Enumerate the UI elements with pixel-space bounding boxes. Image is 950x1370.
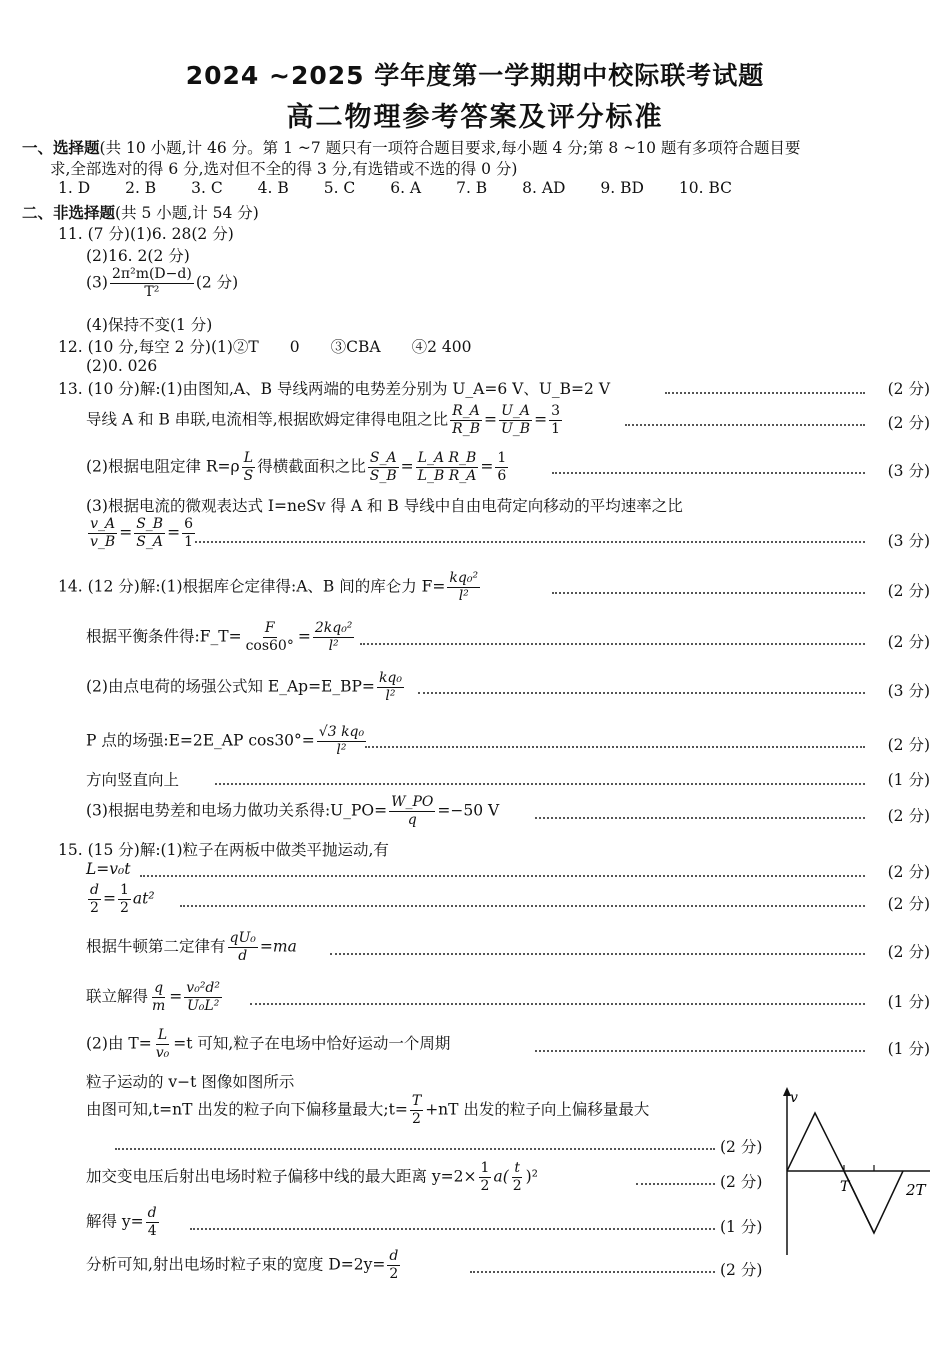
answer-6: 6. A bbox=[390, 179, 422, 197]
q15-line5: 联立解得 $\frac{q}{m}$ = $\frac{\text{v₀²d²}}{\text{U₀L²}}$ bbox=[86, 980, 221, 1014]
q14-l2-pre: 根据平衡条件得:F_T= bbox=[86, 627, 242, 646]
q13-l5f3n: 6 bbox=[184, 516, 194, 532]
q15-frac-q-m bbox=[150, 980, 167, 1015]
q15-l11-pre: 解得 y= bbox=[86, 1212, 144, 1231]
q15-l8n: T bbox=[411, 1093, 422, 1109]
q15-frac-d4 bbox=[146, 1205, 159, 1240]
q15-l8-pre: 由图可知,t=nT 出发的粒子向下偏移量最大;t= bbox=[86, 1100, 408, 1119]
q15-l5f1d: m bbox=[152, 998, 166, 1014]
q14-line1 bbox=[58, 570, 482, 605]
q14-l2f2n: 2kq₀² bbox=[314, 620, 353, 636]
q14-l1d: l² bbox=[458, 588, 469, 604]
q13-frac-ua-ub bbox=[499, 403, 532, 438]
q13-l5f1d: v_B bbox=[90, 534, 116, 550]
q14-score6: (2 分) bbox=[887, 807, 930, 825]
q13-frac-sa-sb bbox=[368, 450, 399, 485]
q15-l11n: d bbox=[147, 1205, 157, 1221]
q15-l6n: L bbox=[157, 1027, 168, 1043]
q14-l6d: q bbox=[407, 812, 417, 828]
q13-frac-6-1 bbox=[182, 516, 195, 551]
q15-l10f1n: 1 bbox=[480, 1160, 490, 1176]
vt-curve-part2 bbox=[844, 1171, 903, 1233]
q15-frac-t-half bbox=[511, 1160, 524, 1195]
q13-score3: (3 分) bbox=[887, 462, 930, 480]
vt-graph bbox=[770, 1085, 940, 1260]
q15-l5f1n: q bbox=[154, 980, 164, 996]
q15-l3f2n: 1 bbox=[119, 882, 129, 898]
q13-l3f4n: 1 bbox=[497, 450, 507, 466]
q13-f1d: R_B bbox=[452, 421, 480, 437]
q13-f3d: 1 bbox=[551, 421, 561, 437]
q15-l5f2d: U₀L² bbox=[186, 998, 220, 1014]
q14-frac-sqrt3 bbox=[317, 724, 366, 759]
q15-l10-post: )² bbox=[525, 1167, 538, 1186]
q14-score3: (3 分) bbox=[887, 682, 930, 700]
section1-line1 bbox=[22, 136, 800, 158]
q15-score3: (2 分) bbox=[887, 943, 930, 961]
q13-l5f2n: S_B bbox=[136, 516, 164, 532]
q15-l10-pre: 加交变电压后射出电场时粒子偏移中线的最大距离 y=2× bbox=[86, 1167, 477, 1186]
q15-score1: (2 分) bbox=[887, 863, 930, 881]
q15-score8: (1 分) bbox=[720, 1218, 763, 1236]
q14-line5: 方向竖直向上 bbox=[86, 771, 180, 789]
q15-l11d: 4 bbox=[147, 1223, 157, 1239]
q14-frac-f-cos bbox=[244, 620, 296, 655]
q13-l2-pre: 导线 A 和 B 串联,电流相等,根据欧姆定律得电阻之比 bbox=[86, 410, 449, 429]
q15-l4-post: =ma bbox=[259, 937, 297, 956]
q14-line6 bbox=[86, 794, 499, 829]
q14-line3 bbox=[86, 670, 406, 705]
q15-score5: (1 分) bbox=[887, 1040, 930, 1058]
q15-frac-d2b bbox=[387, 1248, 400, 1283]
q15-l3f2d: 2 bbox=[119, 900, 129, 916]
q13-line2: 导线 A 和 B 串联,电流相等,根据欧姆定律得电阻之比 $\frac{R\_A}{R\_B}$ = $\frac{U\_A}{U\_B}$ = $\frac{3}{1}$ bbox=[86, 403, 561, 437]
q13-line3: (2)根据电阻定律 R=ρ $\frac{L}{S}$ 得横截面积之比 $\frac{S\_A}{S\_B}$ = $\frac{\text{L\_A R\_B}}{\text{L\_B R\_A}}$ = $\frac{1}{6}$ bbox=[86, 450, 507, 484]
q13-score1: (2 分) bbox=[887, 380, 930, 398]
q15-l8d: 2 bbox=[412, 1111, 421, 1127]
q14-l2f2d: l² bbox=[328, 638, 339, 654]
q15-frac-12 bbox=[118, 882, 131, 917]
answer-4: 4. B bbox=[257, 179, 289, 197]
section1-desc-2: 求,全部选对的得 6 分,选对但不全的得 3 分,有选错或不选的得 0 分) bbox=[50, 160, 518, 178]
q14-l2f1d: cos60° bbox=[245, 638, 294, 654]
section2-heading: 二、非选择题 bbox=[22, 203, 116, 222]
q15-l10f2n: t bbox=[514, 1160, 521, 1176]
q13-l3f3d: L_B R_A bbox=[417, 468, 477, 484]
section2-desc: (共 5 小题,计 54 分) bbox=[115, 204, 259, 222]
q13-l3f3n: L_A R_B bbox=[417, 450, 477, 466]
q14-l1n: kq₀² bbox=[449, 570, 479, 586]
answer-9: 9. BD bbox=[600, 179, 644, 197]
q14-l4d: l² bbox=[336, 742, 347, 758]
page-title: 2024 ~2025 学年度第一学期期中校际联考试题 bbox=[185, 61, 765, 90]
q13-f1n: R_A bbox=[452, 403, 480, 419]
q14-l6n: W_PO bbox=[391, 794, 434, 810]
q11-l3-pre: (3) bbox=[86, 273, 108, 292]
q15-l6-pre: (2)由 T= bbox=[86, 1034, 152, 1053]
q13-l3f2d: S_B bbox=[369, 468, 397, 484]
q13-l3f2n: S_A bbox=[369, 450, 397, 466]
q14-l3d: l² bbox=[385, 688, 396, 704]
q13-frac-1-6 bbox=[495, 450, 508, 485]
q15-l12d: 2 bbox=[389, 1266, 399, 1282]
q13-l3f4d: 6 bbox=[497, 468, 507, 484]
answer-7: 7. B bbox=[456, 179, 488, 197]
q11-line2: (2)16. 2(2 分) bbox=[86, 247, 190, 265]
q13-frac-3-1 bbox=[549, 403, 562, 438]
q15-l6-post: =t 可知,粒子在电场中恰好运动一个周期 bbox=[173, 1034, 451, 1053]
choice-answers bbox=[58, 179, 762, 197]
q15-score7: (2 分) bbox=[720, 1173, 763, 1191]
q11-frac-num: 2π²m(D−d) bbox=[111, 266, 192, 282]
q13-f2d: U_B bbox=[501, 421, 531, 437]
q15-l3f1n: d bbox=[90, 882, 99, 898]
q15-line3 bbox=[86, 882, 155, 917]
q11-line1: 11. (7 分)(1)6. 28(2 分) bbox=[58, 225, 234, 243]
q11-line3 bbox=[86, 266, 238, 301]
q15-l10f2d: 2 bbox=[512, 1178, 522, 1194]
q14-line4 bbox=[86, 724, 368, 759]
q15-l12-pre: 分析可知,射出电场时粒子束的宽度 D=2y= bbox=[86, 1255, 386, 1274]
q14-l4n: √3 kq₀ bbox=[318, 724, 365, 740]
q15-frac-qu0-d bbox=[228, 930, 258, 965]
section1-desc-1: (共 10 小题,计 46 分。第 1 ~7 题只有一项符合题目要求,每小题 4 分;第 8 ~10 题有多项符合题目要 bbox=[99, 139, 801, 157]
q13-l3-mid: 得横截面积之比 bbox=[257, 457, 366, 476]
q13-line4: (3)根据电流的微观表达式 I=neSv 得 A 和 B 导线中自由电荷定向移动的平均速率之比 bbox=[86, 497, 683, 515]
q13-frac-l-s bbox=[242, 450, 256, 485]
q15-line8 bbox=[86, 1093, 649, 1128]
page-subtitle: 高二物理参考答案及评分标准 bbox=[286, 102, 664, 133]
q15-l5f2n: v₀²d² bbox=[186, 980, 221, 996]
q15-line2: L=v₀t bbox=[86, 860, 131, 878]
q13-l3-pre: (2)根据电阻定律 R=ρ bbox=[86, 457, 240, 476]
q15-l3-mid: = bbox=[102, 889, 116, 908]
section1-heading: 一、选择题 bbox=[22, 138, 100, 157]
q14-frac-kq-l2 bbox=[377, 670, 404, 705]
q15-frac-t2 bbox=[410, 1093, 423, 1128]
q13-frac-ra-rb bbox=[450, 403, 482, 438]
q14-l1-pre: 14. (12 分)解:(1)根据库仑定律得:A、B 间的库仑力 F= bbox=[58, 577, 446, 596]
q15-score6: (2 分) bbox=[720, 1138, 763, 1156]
q12-line2: (2)0. 026 bbox=[86, 357, 158, 375]
q14-l6-post: =−50 V bbox=[437, 801, 500, 820]
q14-frac-2kq bbox=[313, 620, 355, 655]
q12-line1: 12. (10 分,每空 2 分)(1)②T 0 ③CBA ④2 400 bbox=[58, 338, 472, 356]
q14-l4-pre: P 点的场强:E=2E_AP cos30°= bbox=[86, 731, 315, 750]
answer-1: 1. D bbox=[58, 179, 91, 197]
q13-line1: 13. (10 分)解:(1)由图知,A、B 导线两端的电势差分别为 U_A=6 V、U_B=2 V bbox=[58, 380, 611, 398]
q14-score4: (2 分) bbox=[887, 736, 930, 754]
q13-l5f1n: v_A bbox=[90, 516, 116, 532]
q15-frac-l-v0 bbox=[154, 1027, 172, 1062]
q15-line11 bbox=[86, 1205, 161, 1240]
q15-score4: (1 分) bbox=[887, 993, 930, 1011]
q11-frac-den: T² bbox=[144, 284, 160, 300]
q13-frac-va-vb bbox=[88, 516, 117, 551]
vt-curve-part1 bbox=[787, 1113, 874, 1233]
q14-score1: (2 分) bbox=[887, 582, 930, 600]
q15-line7: 粒子运动的 v−t 图像如图所示 bbox=[86, 1073, 295, 1091]
answer-10: 10. BC bbox=[678, 179, 733, 197]
q13-f2n: U_A bbox=[501, 403, 530, 419]
q15-line10 bbox=[86, 1160, 538, 1195]
q15-frac-half bbox=[479, 1160, 492, 1195]
q15-l4d: d bbox=[238, 948, 248, 964]
q15-l4n: qU₀ bbox=[229, 930, 256, 946]
t-label-2T: 2T bbox=[906, 1181, 926, 1199]
q15-l10f1d: 2 bbox=[480, 1178, 490, 1194]
q15-line12 bbox=[86, 1248, 402, 1283]
q15-l8-post: +nT 出发的粒子向上偏移量最大 bbox=[425, 1100, 650, 1119]
q15-frac-d2 bbox=[88, 882, 101, 917]
q15-l5-pre: 联立解得 bbox=[86, 987, 149, 1006]
q13-score2: (2 分) bbox=[887, 414, 930, 432]
section2-line bbox=[22, 201, 259, 223]
q14-score5: (1 分) bbox=[887, 771, 930, 789]
q11-line4: (4)保持不变(1 分) bbox=[86, 316, 213, 334]
q15-line4 bbox=[86, 930, 297, 965]
q13-l3f1n: L bbox=[243, 450, 254, 466]
q11-fraction bbox=[110, 266, 194, 301]
answer-8: 8. AD bbox=[522, 179, 566, 197]
t-label-T: T bbox=[840, 1179, 850, 1195]
q14-line2: 根据平衡条件得:F_T= $\frac{F}{\cos 60^\circ}$ = $\frac{\text{2kq₀²}}{\text{l²}}$ bbox=[86, 620, 353, 654]
q14-l6-pre: (3)根据电势差和电场力做功关系得:U_PO= bbox=[86, 801, 388, 820]
q13-frac-lr bbox=[416, 450, 479, 485]
q14-score2: (2 分) bbox=[887, 633, 930, 651]
q13-f3n: 3 bbox=[551, 403, 561, 419]
q14-frac-coulomb bbox=[447, 570, 480, 605]
q11-l3-post: (2 分) bbox=[195, 273, 239, 292]
q13-score4: (3 分) bbox=[887, 532, 930, 550]
q14-l3n: kq₀ bbox=[378, 670, 402, 686]
q15-line1: 15. (15 分)解:(1)粒子在两板中做类平抛运动,有 bbox=[58, 841, 389, 859]
answer-5: 5. C bbox=[323, 179, 356, 197]
q13-frac-sb-sa bbox=[134, 516, 165, 551]
q15-frac-v0d bbox=[184, 980, 222, 1015]
q15-line6 bbox=[86, 1027, 450, 1062]
q15-score9: (2 分) bbox=[720, 1261, 763, 1279]
q15-score2: (2 分) bbox=[887, 895, 930, 913]
q14-l3-pre: (2)由点电荷的场强公式知 E_Ap=E_BP= bbox=[86, 677, 375, 696]
q14-l2f1n: F bbox=[264, 620, 275, 636]
q15-l12n: d bbox=[389, 1248, 399, 1264]
q13-line5: $\frac{v\_A}{v\_B}$ = $\frac{S\_B}{S\_A}$ = $\frac{6}{1}$ bbox=[90, 516, 194, 550]
v-axis-label: v bbox=[790, 1090, 798, 1106]
q13-l5f3d: 1 bbox=[184, 534, 194, 550]
q13-l3f1d: S bbox=[243, 468, 254, 484]
q13-l5f2d: S_A bbox=[136, 534, 163, 550]
q15-l6d: v₀ bbox=[155, 1045, 170, 1061]
q14-frac-wpo-q bbox=[389, 794, 435, 829]
answer-2: 2. B bbox=[125, 179, 157, 197]
q15-l3f1d: 2 bbox=[90, 900, 99, 916]
q15-l3-post: at² bbox=[132, 889, 155, 908]
q15-l4-pre: 根据牛顿第二定律有 bbox=[86, 937, 226, 956]
answer-3: 3. C bbox=[191, 179, 223, 197]
q15-l10-mid: a( bbox=[493, 1167, 509, 1186]
